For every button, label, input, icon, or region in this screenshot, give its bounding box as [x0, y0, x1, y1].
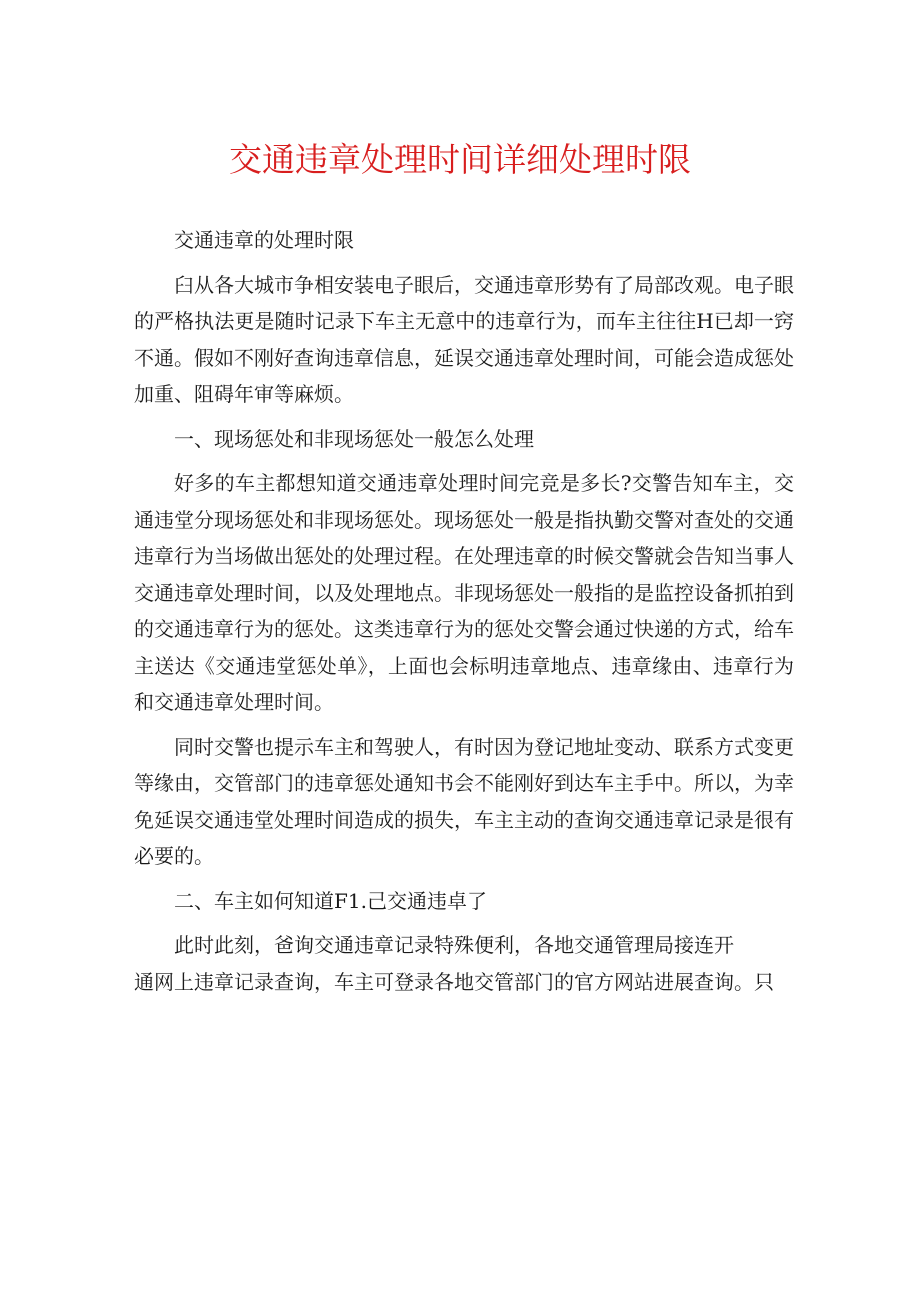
paragraph-reminder: 同时交警也提示车主和驾驶人，有时因为登记地址变动、联系方式变更等缘由，交管部门的违章惩处通知书会不能刚好到达车主手中。所以，为幸免延误交通违堂处理时间造成的损失，车主主动的查询交通违章记录是很有必要的。	[134, 734, 794, 868]
section-heading-1: 一、现场惩处和非现场惩处一般怎么处理	[174, 426, 534, 451]
paragraph-section-1: 好多的车主都想知道交通违章处理时间完竞是多长?交警告知车主，交通违堂分现场惩处和非现场惩处。现场惩处一般是指执勤交警对查处的交通违章行为当场做出惩处的处理过程。在处理违章的时候交警就会告知当事人交通违章处理时间，以及处理地点。非现场惩处一般指的是监控设备抓拍到的交通违章行为的惩处。这类违章行为的惩处交警会通过快递的方式，给车主送达《交通违堂惩处单》，上面也会标明违章地点、违章缘由、违章行为和交通违章处理时间。	[134, 471, 794, 714]
paragraph-intro: 臼从各大城市争相安装电子眼后，交通违章形势有了局部改观。电子眼的严格执法更是随时记录下车主无意中的违章行为，而车主往往H已却一窍不通。假如不刚好查询违章信息，延误交通违章处理时间，可能会造成惩处加重、阻碍年审等麻烦。	[134, 272, 794, 406]
paragraph-section-2-continued: 通网上违章记录查询，车主可登录各地交管部门的官方网站进展查询。只	[134, 969, 774, 994]
document-title: 交通违章处理时间详细处理时限	[229, 140, 691, 179]
document-body	[134, 222, 794, 1000]
section-heading-2: 二、车主如何知道F1.己交通违卓了	[174, 888, 487, 913]
paragraph-subtitle: 交通违章的处理时限	[174, 228, 354, 252]
paragraph-section-2: 此时此刻，爸询交通违章记录特殊便利，各地交通管理局接连开	[174, 933, 734, 957]
